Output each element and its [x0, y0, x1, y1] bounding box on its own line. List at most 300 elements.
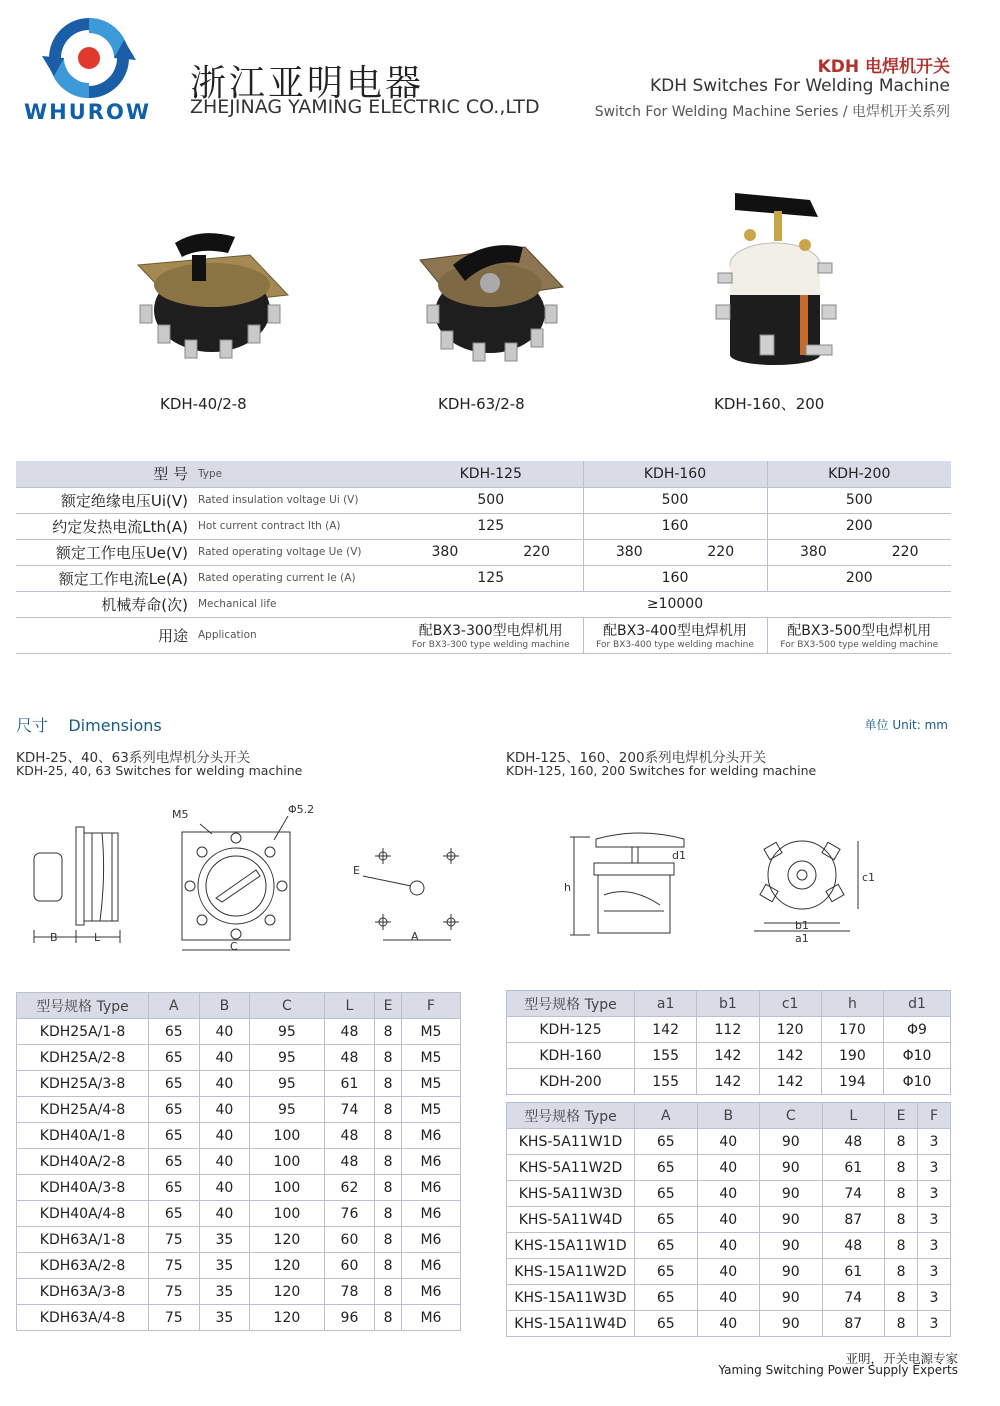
value-cell: 48: [324, 1149, 375, 1175]
value-cell: 65: [635, 1155, 698, 1181]
table-row: [17, 1071, 461, 1097]
table-row: [507, 1233, 951, 1259]
mounting-holes-drawing: [345, 840, 470, 950]
column-header: 型号规格 Type: [507, 1103, 635, 1129]
value-cell: 78: [324, 1279, 375, 1305]
value-cell: 65: [149, 1019, 200, 1045]
value-cell: 65: [149, 1175, 200, 1201]
type-label-cn: 型 号: [16, 461, 196, 487]
application-cn: 配BX3-400型电焊机用: [603, 623, 747, 639]
table-row: [507, 1155, 951, 1181]
value-cell: 120: [250, 1279, 325, 1305]
value-cell: 60: [324, 1227, 375, 1253]
catalog-title-cn: KDH 电焊机开关: [817, 57, 950, 77]
column-header: c1: [759, 991, 821, 1017]
dim-label-c: C: [230, 940, 238, 953]
value-cell: 65: [149, 1201, 200, 1227]
value-cell: M6: [401, 1201, 460, 1227]
spec-row: [16, 487, 951, 513]
value-cell: 90: [760, 1155, 823, 1181]
dim-label-e: E: [353, 864, 360, 877]
value-cell: 60: [324, 1253, 375, 1279]
product-image-kdh40: [130, 225, 290, 375]
value-cell: 40: [697, 1181, 760, 1207]
value-cell: 8: [885, 1233, 918, 1259]
spec-row: [16, 591, 951, 617]
application-cn: 配BX3-300型电焊机用: [418, 623, 563, 639]
value-cell: 8: [885, 1285, 918, 1311]
model-cell: KHS-5A11W2D: [507, 1155, 635, 1181]
spec-value: [583, 539, 767, 565]
value-cell: 95: [250, 1019, 325, 1045]
model-cell: KHS-15A11W3D: [507, 1285, 635, 1311]
value-cell: 8: [375, 1149, 402, 1175]
model-cell: KDH-125: [507, 1017, 635, 1043]
model-cell: KDH25A/4-8: [17, 1097, 149, 1123]
value-cell: 95: [250, 1045, 325, 1071]
product-image-kdh63: [415, 225, 565, 375]
value-cell: 8: [375, 1019, 402, 1045]
application-en: For BX3-400 type welding machine: [596, 640, 754, 650]
spec-label-en: Rated insulation voltage Ui (V): [196, 487, 399, 513]
spec-row: [16, 513, 951, 539]
table-row: [507, 1069, 951, 1095]
model-cell: KDH63A/4-8: [17, 1305, 149, 1331]
model-cell: KHS-15A11W4D: [507, 1311, 635, 1337]
column-header: F: [918, 1103, 951, 1129]
value-cell: 120: [759, 1017, 821, 1043]
voltage-380: 380: [615, 544, 643, 560]
value-cell: 65: [635, 1233, 698, 1259]
value-cell: 40: [199, 1123, 250, 1149]
value-cell: 65: [149, 1071, 200, 1097]
model-cell: KDH-200: [507, 1069, 635, 1095]
spec-value: 160: [583, 565, 767, 591]
value-cell: 65: [635, 1311, 698, 1337]
spec-value: 200: [767, 565, 951, 591]
right-series-en: KDH-125, 160, 200 Switches for welding machine: [506, 763, 817, 778]
value-cell: 35: [199, 1279, 250, 1305]
dim-label-m5: M5: [172, 808, 189, 821]
table-row: [17, 1097, 461, 1123]
table-row: [17, 1305, 461, 1331]
product-label: KDH-40/2-8: [160, 395, 247, 413]
side-view-drawing: [20, 815, 130, 950]
spec-value: 125: [399, 513, 583, 539]
spec-label-cn: 额定工作电压Ue(V): [16, 539, 196, 565]
model-cell: KDH63A/3-8: [17, 1279, 149, 1305]
spec-value: 200: [767, 513, 951, 539]
value-cell: M5: [401, 1071, 460, 1097]
left-table-body: [17, 1019, 461, 1331]
model-cell: KDH40A/3-8: [17, 1175, 149, 1201]
value-cell: 62: [324, 1175, 375, 1201]
value-cell: M6: [401, 1175, 460, 1201]
table-header-row: [507, 1103, 951, 1129]
model-cell: KDH63A/2-8: [17, 1253, 149, 1279]
dim-label-phi: Φ5.2: [288, 803, 315, 816]
spec-label-cn: 额定绝缘电压Ui(V): [16, 487, 196, 513]
brand-name: WHUROW: [24, 100, 151, 124]
value-cell: 65: [635, 1207, 698, 1233]
value-cell: 8: [375, 1097, 402, 1123]
spec-value: 160: [583, 513, 767, 539]
value-cell: 76: [324, 1201, 375, 1227]
value-cell: M6: [401, 1279, 460, 1305]
value-cell: 40: [199, 1019, 250, 1045]
application-cell: [399, 617, 583, 653]
voltage-380: 380: [431, 544, 459, 560]
left-series-en: KDH-25, 40, 63 Switches for welding machine: [16, 763, 303, 778]
table-row: [507, 1311, 951, 1337]
value-cell: 40: [697, 1207, 760, 1233]
value-cell: 40: [199, 1071, 250, 1097]
value-cell: 90: [760, 1285, 823, 1311]
value-cell: 90: [760, 1233, 823, 1259]
model-cell: KHS-5A11W3D: [507, 1181, 635, 1207]
footer-slogan-en: Yaming Switching Power Supply Experts: [718, 1363, 958, 1377]
model-cell: KDH25A/3-8: [17, 1071, 149, 1097]
value-cell: 65: [149, 1149, 200, 1175]
value-cell: 75: [149, 1227, 200, 1253]
value-cell: M6: [401, 1227, 460, 1253]
value-cell: 40: [199, 1149, 250, 1175]
voltage-380: 380: [800, 544, 827, 560]
column-header: B: [697, 1103, 760, 1129]
table-header-row: [507, 991, 951, 1017]
model-kdh125: KDH-125: [399, 461, 583, 487]
value-cell: 90: [760, 1207, 823, 1233]
value-cell: 8: [885, 1207, 918, 1233]
value-cell: 74: [822, 1181, 885, 1207]
value-cell: 48: [822, 1233, 885, 1259]
table-row: [17, 1227, 461, 1253]
model-cell: KDH-160: [507, 1043, 635, 1069]
value-cell: 3: [918, 1259, 951, 1285]
value-cell: 90: [760, 1311, 823, 1337]
column-header: F: [401, 993, 460, 1019]
value-cell: 35: [199, 1305, 250, 1331]
model-cell: KDH63A/1-8: [17, 1227, 149, 1253]
value-cell: 8: [885, 1311, 918, 1337]
spec-label-cn: 机械寿命(次): [16, 591, 196, 617]
product-label: KDH-63/2-8: [438, 395, 525, 413]
value-cell: M6: [401, 1149, 460, 1175]
column-header: 型号规格 Type: [507, 991, 635, 1017]
value-cell: 3: [918, 1311, 951, 1337]
column-header: a1: [635, 991, 697, 1017]
dim-label-a1: a1: [795, 932, 809, 945]
value-cell: 120: [250, 1253, 325, 1279]
application-cn: 配BX3-500型电焊机用: [787, 623, 932, 639]
spec-label-en: Hot current contract Ith (A): [196, 513, 399, 539]
value-cell: 8: [375, 1253, 402, 1279]
table-row: [17, 1175, 461, 1201]
value-cell: 75: [149, 1253, 200, 1279]
kdh125-top-drawing: [740, 825, 885, 945]
value-cell: 65: [149, 1045, 200, 1071]
column-header: h: [821, 991, 883, 1017]
value-cell: Φ9: [884, 1017, 951, 1043]
column-header: L: [324, 993, 375, 1019]
value-cell: 8: [885, 1259, 918, 1285]
spec-label-en: Rated operating voltage Ue (V): [196, 539, 399, 565]
value-cell: 95: [250, 1071, 325, 1097]
value-cell: 48: [324, 1123, 375, 1149]
table-row: [17, 1045, 461, 1071]
dim-label-b: B: [50, 931, 58, 944]
dim-label-a: A: [411, 930, 419, 943]
model-cell: KDH40A/2-8: [17, 1149, 149, 1175]
value-cell: 61: [822, 1259, 885, 1285]
product-label: KDH-160、200: [714, 395, 825, 413]
value-cell: 40: [697, 1285, 760, 1311]
value-cell: 100: [250, 1175, 325, 1201]
value-cell: 65: [635, 1259, 698, 1285]
spec-label-cn: 约定发热电流Lth(A): [16, 513, 196, 539]
value-cell: 35: [199, 1227, 250, 1253]
value-cell: 65: [635, 1129, 698, 1155]
value-cell: 75: [149, 1279, 200, 1305]
value-cell: 190: [821, 1043, 883, 1069]
model-cell: KHS-5A11W4D: [507, 1207, 635, 1233]
right-series-cn: KDH-125、160、200系列电焊机分头开关: [506, 750, 767, 766]
value-cell: 142: [635, 1017, 697, 1043]
value-cell: 74: [324, 1097, 375, 1123]
value-cell: 8: [885, 1129, 918, 1155]
value-cell: 40: [697, 1155, 760, 1181]
column-header: E: [885, 1103, 918, 1129]
table-row: [507, 1181, 951, 1207]
voltage-220: 220: [523, 544, 550, 560]
value-cell: 96: [324, 1305, 375, 1331]
value-cell: 61: [822, 1155, 885, 1181]
value-cell: 142: [697, 1043, 759, 1069]
dim-label-d1: d1: [672, 849, 686, 862]
value-cell: 8: [375, 1175, 402, 1201]
value-cell: 3: [918, 1285, 951, 1311]
model-cell: KHS-15A11W1D: [507, 1233, 635, 1259]
table-row: [507, 1043, 951, 1069]
value-cell: 3: [918, 1207, 951, 1233]
value-cell: 8: [375, 1279, 402, 1305]
column-header: d1: [884, 991, 951, 1017]
spec-label-cn: 用途: [16, 617, 196, 653]
model-cell: KDH25A/2-8: [17, 1045, 149, 1071]
column-header: A: [149, 993, 200, 1019]
value-cell: 8: [885, 1155, 918, 1181]
value-cell: 95: [250, 1097, 325, 1123]
spec-header-row: [16, 461, 951, 487]
footer-slogan-cn: 亚明，开关电源专家: [845, 1351, 958, 1366]
value-cell: 100: [250, 1201, 325, 1227]
value-cell: 40: [697, 1233, 760, 1259]
spec-label-en: Rated operating current Ie (A): [196, 565, 399, 591]
right-bottom-table-body: [507, 1129, 951, 1337]
model-cell: KHS-5A11W1D: [507, 1129, 635, 1155]
dim-label-h: h: [564, 881, 571, 894]
value-cell: M5: [401, 1097, 460, 1123]
value-cell: 40: [697, 1311, 760, 1337]
model-kdh200: KDH-200: [767, 461, 951, 487]
value-cell: 90: [760, 1129, 823, 1155]
kdh125-side-drawing: [560, 825, 700, 945]
value-cell: M5: [401, 1019, 460, 1045]
value-cell: 194: [821, 1069, 883, 1095]
value-cell: 48: [324, 1019, 375, 1045]
value-cell: 65: [635, 1181, 698, 1207]
column-header: A: [635, 1103, 698, 1129]
spec-value: ≥10000: [399, 591, 951, 617]
dim-label-b1: b1: [795, 919, 809, 932]
value-cell: 155: [635, 1069, 697, 1095]
value-cell: 90: [760, 1259, 823, 1285]
value-cell: M6: [401, 1253, 460, 1279]
table-row: [507, 1285, 951, 1311]
value-cell: 120: [250, 1305, 325, 1331]
value-cell: 74: [822, 1285, 885, 1311]
right-top-table-body: [507, 1017, 951, 1095]
model-cell: KDH40A/4-8: [17, 1201, 149, 1227]
unit-label: 单位 Unit: mm: [864, 718, 948, 732]
value-cell: 40: [199, 1201, 250, 1227]
table-row: [507, 1017, 951, 1043]
spec-row: [16, 617, 951, 653]
value-cell: 48: [324, 1045, 375, 1071]
value-cell: 48: [822, 1129, 885, 1155]
model-cell: KDH25A/1-8: [17, 1019, 149, 1045]
application-cell: [583, 617, 767, 653]
model-kdh160: KDH-160: [583, 461, 767, 487]
table-row: [17, 1149, 461, 1175]
spec-row: [16, 565, 951, 591]
value-cell: M6: [401, 1123, 460, 1149]
column-header: C: [250, 993, 325, 1019]
application-en: For BX3-500 type welding machine: [780, 640, 939, 650]
value-cell: 40: [199, 1097, 250, 1123]
value-cell: 40: [199, 1175, 250, 1201]
model-cell: KDH40A/1-8: [17, 1123, 149, 1149]
table-header-row: [17, 993, 461, 1019]
spec-label-en: Application: [196, 617, 399, 653]
column-header: B: [199, 993, 250, 1019]
spec-value: [399, 539, 583, 565]
spec-label-en: Mechanical life: [196, 591, 399, 617]
voltage-220: 220: [707, 544, 735, 560]
company-name-cn: 浙江亚明电器: [190, 63, 425, 104]
dimensions-title: 尺寸 Dimensions: [16, 716, 162, 735]
front-view-drawing: [170, 800, 330, 960]
value-cell: 61: [324, 1071, 375, 1097]
spec-table: [16, 461, 951, 654]
value-cell: 3: [918, 1155, 951, 1181]
value-cell: 65: [149, 1123, 200, 1149]
value-cell: 100: [250, 1149, 325, 1175]
value-cell: 8: [375, 1123, 402, 1149]
value-cell: 3: [918, 1233, 951, 1259]
spec-value: 500: [399, 487, 583, 513]
column-header: E: [375, 993, 402, 1019]
value-cell: 35: [199, 1253, 250, 1279]
value-cell: 100: [250, 1123, 325, 1149]
table-row: [17, 1201, 461, 1227]
table-row: [507, 1129, 951, 1155]
value-cell: 8: [375, 1305, 402, 1331]
spec-row: [16, 539, 951, 565]
application-cell: [767, 617, 951, 653]
value-cell: 87: [822, 1207, 885, 1233]
value-cell: 40: [697, 1129, 760, 1155]
dim-label-l: L: [94, 931, 101, 944]
voltage-220: 220: [891, 544, 919, 560]
value-cell: 8: [375, 1201, 402, 1227]
company-name-en: ZHEJINAG YAMING ELECTRIC CO.,LTD: [190, 96, 540, 118]
type-label-en: Type: [196, 461, 399, 487]
value-cell: 155: [635, 1043, 697, 1069]
column-header: 型号规格 Type: [17, 993, 149, 1019]
value-cell: 40: [697, 1259, 760, 1285]
spec-value: 500: [583, 487, 767, 513]
right-top-dimension-table: [506, 990, 951, 1095]
spec-label-cn: 额定工作电流Le(A): [16, 565, 196, 591]
value-cell: 170: [821, 1017, 883, 1043]
left-dimension-table: [16, 992, 461, 1331]
column-header: L: [822, 1103, 885, 1129]
table-row: [17, 1253, 461, 1279]
table-row: [17, 1019, 461, 1045]
table-row: [17, 1279, 461, 1305]
table-row: [507, 1207, 951, 1233]
value-cell: 142: [697, 1069, 759, 1095]
spec-value: 125: [399, 565, 583, 591]
value-cell: 3: [918, 1129, 951, 1155]
left-series-cn: KDH-25、40、63系列电焊机分头开关: [16, 750, 251, 766]
value-cell: 90: [760, 1181, 823, 1207]
value-cell: 87: [822, 1311, 885, 1337]
value-cell: 65: [149, 1097, 200, 1123]
value-cell: 3: [918, 1181, 951, 1207]
spec-value: [767, 539, 951, 565]
value-cell: 40: [199, 1045, 250, 1071]
value-cell: 8: [375, 1227, 402, 1253]
value-cell: 142: [759, 1069, 821, 1095]
model-cell: KHS-15A11W2D: [507, 1259, 635, 1285]
value-cell: 8: [375, 1045, 402, 1071]
application-en: For BX3-300 type welding machine: [411, 640, 570, 650]
value-cell: M5: [401, 1045, 460, 1071]
value-cell: 8: [375, 1071, 402, 1097]
dim-label-c1: c1: [862, 871, 876, 884]
value-cell: Φ10: [884, 1069, 951, 1095]
table-row: [507, 1259, 951, 1285]
value-cell: M6: [401, 1305, 460, 1331]
table-row: [17, 1123, 461, 1149]
value-cell: 120: [250, 1227, 325, 1253]
value-cell: 65: [635, 1285, 698, 1311]
series-label: Switch For Welding Machine Series / 电焊机开关系列: [594, 104, 950, 120]
value-cell: 75: [149, 1305, 200, 1331]
spec-value: 500: [767, 487, 951, 513]
value-cell: 8: [885, 1181, 918, 1207]
value-cell: 112: [697, 1017, 759, 1043]
column-header: C: [760, 1103, 823, 1129]
value-cell: Φ10: [884, 1043, 951, 1069]
catalog-title-en: KDH Switches For Welding Machine: [650, 76, 950, 96]
column-header: b1: [697, 991, 759, 1017]
product-image-kdh160: [710, 185, 840, 370]
right-bottom-dimension-table: [506, 1102, 951, 1337]
value-cell: 142: [759, 1043, 821, 1069]
